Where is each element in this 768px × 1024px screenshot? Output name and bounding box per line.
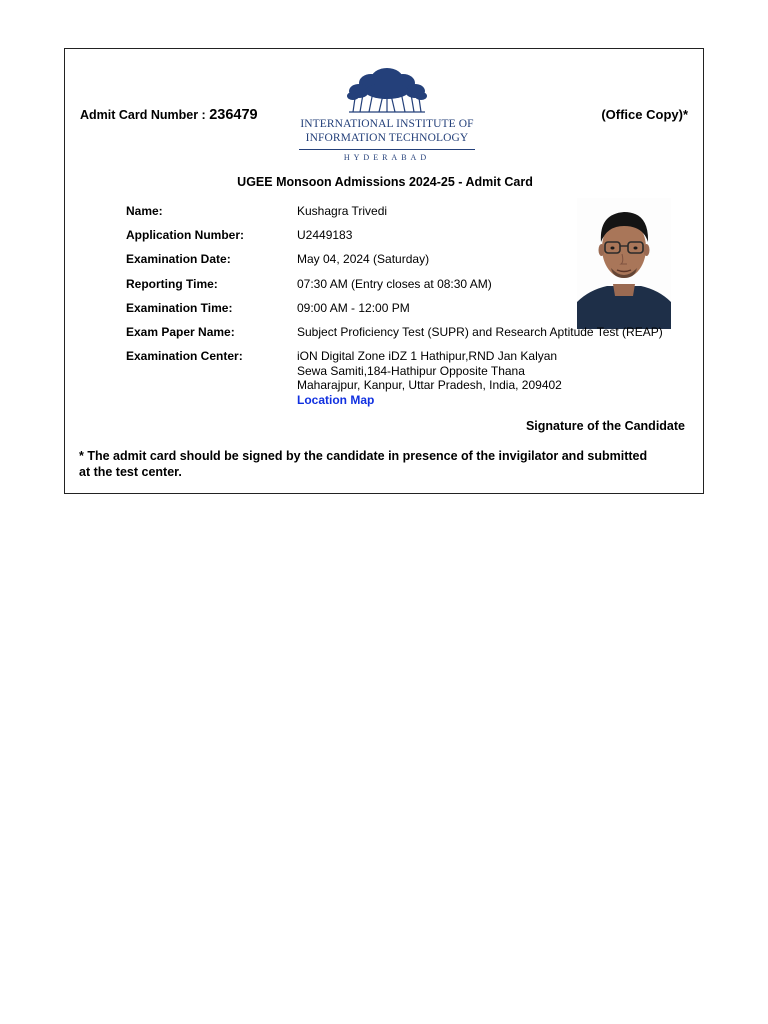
logo-text-line3: HYDERABAD	[343, 153, 431, 162]
detail-label: Examination Center:	[126, 349, 243, 363]
detail-label: Examination Time:	[126, 301, 233, 315]
admit-card	[64, 48, 704, 494]
admit-card-number-label: Admit Card Number :	[80, 108, 210, 122]
logo-text-line1: INTERNATIONAL INSTITUTE OF	[300, 118, 474, 130]
detail-value: Kushagra Trivedi	[297, 204, 388, 218]
admit-card-number	[80, 107, 258, 123]
admit-card-title: UGEE Monsoon Admissions 2024-25 - Admit Card	[237, 175, 533, 189]
candidate-photo	[577, 198, 671, 329]
detail-value: 09:00 AM - 12:00 PM	[297, 301, 410, 315]
detail-value: 07:30 AM (Entry closes at 08:30 AM)	[297, 277, 492, 291]
detail-label: Name:	[126, 204, 163, 218]
copy-type-label: (Office Copy)*	[601, 107, 688, 122]
footnote-line2: at the test center.	[79, 464, 182, 479]
footnote-line1: * The admit card should be signed by the candidate in presence of the invigilator and submitted	[79, 449, 648, 463]
footnote	[79, 449, 691, 480]
logo-text-line2: INFORMATION TECHNOLOGY	[305, 132, 469, 144]
address-line: Sewa Samiti,184-Hathipur Opposite Thana	[297, 363, 525, 378]
detail-value: U2449183	[297, 228, 353, 242]
candidate-signature-label: Signature of the Candidate	[525, 419, 685, 433]
detail-value: Subject Proficiency Test (SUPR) and Research Aptitude Test (REAP)	[297, 325, 663, 339]
detail-label: Examination Date:	[126, 252, 231, 266]
detail-label: Application Number:	[126, 228, 245, 242]
address-line: Maharajpur, Kanpur, Uttar Pradesh, India, 209402	[297, 378, 562, 392]
logo-divider	[299, 149, 475, 150]
institute-logo	[293, 65, 481, 167]
admit-card-number-value: 236479	[209, 107, 258, 123]
detail-label: Exam Paper Name:	[126, 325, 235, 339]
exam-center-address	[297, 349, 562, 407]
banyan-tree-icon	[345, 65, 429, 115]
address-line: iON Digital Zone iDZ 1 Hathipur,RND Jan Kalyan	[297, 349, 558, 363]
detail-label: Reporting Time:	[126, 277, 218, 291]
candidate-portrait-image	[577, 198, 671, 329]
detail-value: May 04, 2024 (Saturday)	[297, 252, 430, 266]
location-map-link[interactable]: Location Map	[297, 392, 375, 407]
